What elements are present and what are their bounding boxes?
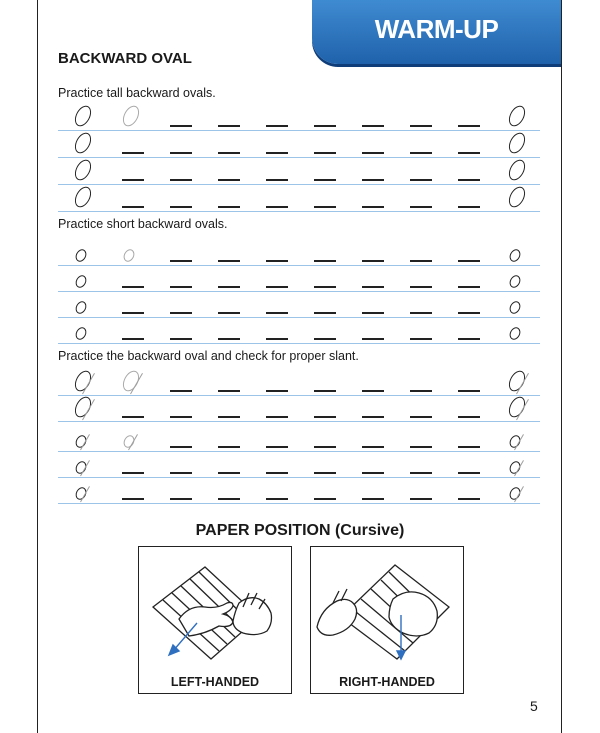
writing-blank xyxy=(458,179,480,181)
writing-blank xyxy=(314,312,336,314)
writing-blank xyxy=(218,286,240,288)
writing-blank xyxy=(458,152,480,154)
writing-blank xyxy=(170,206,192,208)
writing-blank xyxy=(170,312,192,314)
practice-row xyxy=(58,368,540,396)
writing-blank xyxy=(218,498,240,500)
writing-blank xyxy=(314,260,336,262)
writing-blank xyxy=(122,179,144,181)
writing-blank xyxy=(266,312,288,314)
writing-blank xyxy=(410,390,432,392)
writing-blank xyxy=(122,152,144,154)
writing-blank xyxy=(218,260,240,262)
writing-blank xyxy=(362,125,384,127)
writing-blank xyxy=(122,472,144,474)
ruling-line xyxy=(58,503,540,504)
left-handed-illustration xyxy=(139,547,291,672)
writing-blank xyxy=(170,446,192,448)
model-oval xyxy=(506,157,529,183)
model-oval xyxy=(74,325,89,341)
writing-blank xyxy=(458,338,480,340)
model-oval xyxy=(508,325,523,341)
writing-blank xyxy=(218,125,240,127)
writing-blank xyxy=(314,179,336,181)
writing-blank xyxy=(266,260,288,262)
practice-row xyxy=(58,264,540,292)
writing-blank xyxy=(362,416,384,418)
writing-blank xyxy=(362,152,384,154)
writing-blank xyxy=(170,472,192,474)
instruction-slant: Practice the backward oval and check for proper slant. xyxy=(58,349,359,363)
writing-blank xyxy=(218,312,240,314)
right-handed-illustration xyxy=(311,547,463,672)
model-oval xyxy=(72,103,95,129)
page-number: 5 xyxy=(530,698,538,714)
writing-blank xyxy=(170,125,192,127)
page-border-left xyxy=(37,0,38,733)
practice-row xyxy=(58,316,540,344)
model-oval xyxy=(72,184,95,210)
writing-blank xyxy=(122,416,144,418)
practice-row xyxy=(58,394,540,422)
writing-blank xyxy=(218,446,240,448)
section-title: BACKWARD OVAL xyxy=(58,50,192,67)
writing-blank xyxy=(458,206,480,208)
writing-blank xyxy=(458,472,480,474)
model-oval xyxy=(74,247,89,263)
model-oval xyxy=(506,184,529,210)
trace-oval xyxy=(122,247,137,263)
writing-blank xyxy=(218,416,240,418)
model-oval xyxy=(508,247,523,263)
writing-blank xyxy=(410,498,432,500)
writing-blank xyxy=(362,312,384,314)
right-handed-diagram xyxy=(310,546,464,694)
writing-blank xyxy=(266,338,288,340)
writing-blank xyxy=(122,338,144,340)
writing-blank xyxy=(458,286,480,288)
instruction-tall: Practice tall backward ovals. xyxy=(58,86,216,100)
trace-oval xyxy=(120,103,143,129)
writing-blank xyxy=(122,206,144,208)
practice-row xyxy=(58,424,540,452)
model-oval xyxy=(508,299,523,315)
ruling-line xyxy=(58,343,540,344)
writing-blank xyxy=(266,286,288,288)
writing-blank xyxy=(410,416,432,418)
writing-blank xyxy=(410,312,432,314)
writing-blank xyxy=(458,390,480,392)
ruling-line xyxy=(58,211,540,212)
writing-blank xyxy=(362,286,384,288)
writing-blank xyxy=(314,206,336,208)
model-oval xyxy=(74,299,89,315)
writing-blank xyxy=(314,416,336,418)
ruling-line xyxy=(58,421,540,422)
model-oval xyxy=(72,130,95,156)
writing-blank xyxy=(410,260,432,262)
writing-blank xyxy=(362,179,384,181)
practice-row xyxy=(58,290,540,318)
writing-blank xyxy=(458,312,480,314)
practice-row xyxy=(58,476,540,504)
writing-blank xyxy=(410,338,432,340)
writing-blank xyxy=(410,152,432,154)
writing-blank xyxy=(362,338,384,340)
writing-blank xyxy=(266,125,288,127)
writing-blank xyxy=(218,338,240,340)
writing-blank xyxy=(410,446,432,448)
writing-blank xyxy=(362,498,384,500)
writing-blank xyxy=(122,498,144,500)
model-oval xyxy=(74,273,89,289)
writing-blank xyxy=(458,416,480,418)
writing-blank xyxy=(218,206,240,208)
writing-blank xyxy=(218,390,240,392)
writing-blank xyxy=(170,260,192,262)
writing-blank xyxy=(266,390,288,392)
writing-blank xyxy=(410,206,432,208)
writing-blank xyxy=(314,446,336,448)
writing-blank xyxy=(458,446,480,448)
writing-blank xyxy=(362,260,384,262)
warmup-label: WARM-UP xyxy=(374,14,499,44)
writing-blank xyxy=(314,286,336,288)
model-oval xyxy=(508,273,523,289)
writing-blank xyxy=(362,446,384,448)
writing-blank xyxy=(410,286,432,288)
writing-blank xyxy=(122,312,144,314)
writing-blank xyxy=(410,179,432,181)
writing-blank xyxy=(122,286,144,288)
writing-blank xyxy=(458,498,480,500)
writing-blank xyxy=(314,152,336,154)
paper-position-title: PAPER POSITION (Cursive) xyxy=(195,522,405,539)
practice-row xyxy=(58,450,540,478)
writing-blank xyxy=(266,179,288,181)
writing-blank xyxy=(266,152,288,154)
writing-blank xyxy=(170,338,192,340)
writing-blank xyxy=(266,472,288,474)
writing-blank xyxy=(170,286,192,288)
writing-blank xyxy=(410,125,432,127)
writing-blank xyxy=(314,390,336,392)
writing-blank xyxy=(170,498,192,500)
writing-blank xyxy=(458,125,480,127)
writing-blank xyxy=(314,498,336,500)
writing-blank xyxy=(458,260,480,262)
writing-blank xyxy=(314,125,336,127)
writing-blank xyxy=(170,179,192,181)
writing-blank xyxy=(266,446,288,448)
writing-blank xyxy=(218,152,240,154)
model-oval xyxy=(506,130,529,156)
writing-blank xyxy=(266,206,288,208)
model-oval xyxy=(506,103,529,129)
writing-blank xyxy=(218,179,240,181)
writing-blank xyxy=(362,390,384,392)
writing-blank xyxy=(410,472,432,474)
practice-row xyxy=(58,184,540,212)
warmup-tab xyxy=(312,0,561,64)
model-oval xyxy=(72,157,95,183)
practice-row xyxy=(58,157,540,185)
writing-blank xyxy=(218,472,240,474)
writing-blank xyxy=(266,416,288,418)
writing-blank xyxy=(362,206,384,208)
practice-row xyxy=(58,130,540,158)
writing-blank xyxy=(362,472,384,474)
writing-blank xyxy=(314,472,336,474)
writing-blank xyxy=(170,416,192,418)
instruction-short: Practice short backward ovals. xyxy=(58,217,228,231)
left-handed-label: LEFT-HANDED xyxy=(170,675,260,689)
practice-row xyxy=(58,103,540,131)
left-handed-diagram xyxy=(138,546,292,694)
writing-blank xyxy=(266,498,288,500)
writing-blank xyxy=(170,390,192,392)
writing-blank xyxy=(170,152,192,154)
practice-row xyxy=(58,238,540,266)
page-border-right xyxy=(561,0,562,733)
right-handed-label: RIGHT-HANDED xyxy=(339,675,435,689)
writing-blank xyxy=(314,338,336,340)
